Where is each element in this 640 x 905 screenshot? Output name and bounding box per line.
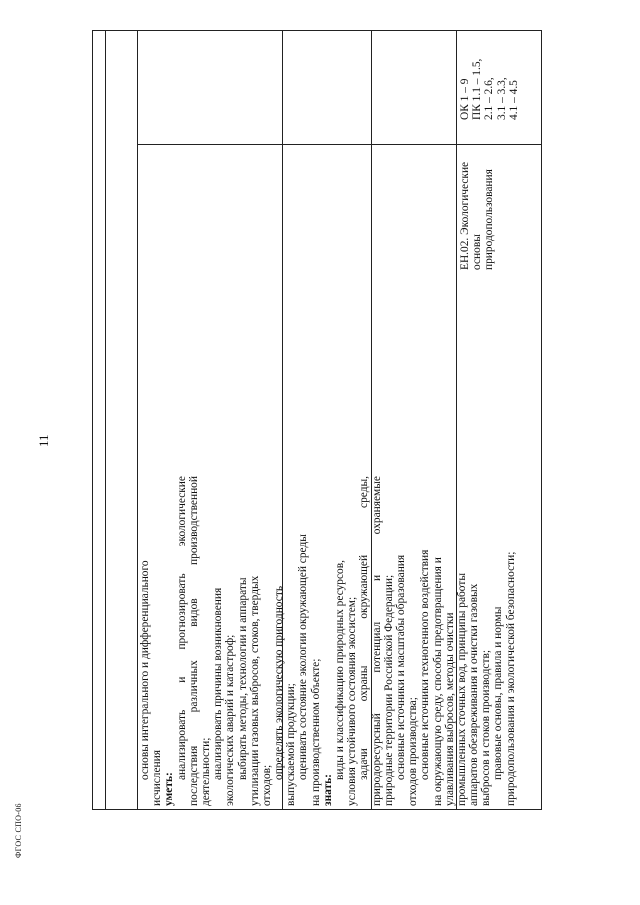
table-border-right (92, 30, 542, 31)
content-line: выбирать методы, технологии и аппараты (236, 577, 249, 780)
competences-cell (459, 35, 520, 120)
page-number: 11 (36, 434, 51, 447)
skills-knowledge-cell (139, 476, 517, 806)
content-word: природоресурсный (370, 713, 383, 806)
competence-line: 2.1 – 2.6, (483, 77, 496, 120)
content-line (188, 476, 200, 806)
content-line (371, 476, 383, 806)
footer-mark: ФГОС СПО-06 (14, 803, 23, 858)
content-line (176, 476, 188, 806)
content-line: определять экологическую пригодность (273, 585, 286, 780)
content-line: на производственном объекте; (309, 658, 322, 806)
content-line: улавливания выбросов, методы очистки (443, 612, 456, 806)
content-word: различных (187, 660, 200, 713)
content-line: основные источники и масштабы образования (394, 554, 407, 780)
discipline-line: ЕН.02. Экологические (459, 161, 471, 270)
content-word: видов (187, 598, 200, 627)
content-line: оценивать состояние экологии окружающей среды (297, 534, 310, 780)
content-line: правовые основы, правила и нормы (492, 606, 505, 780)
content-word: и (175, 676, 188, 683)
content-line: отходов; (260, 764, 273, 806)
content-line: экологических аварий и катастроф; (224, 634, 237, 806)
content-line: исчисления (151, 750, 164, 806)
content-line: отходов производства; (407, 697, 420, 806)
discipline-line: основы (471, 234, 484, 270)
content-line: промышленных сточных вод, принципы работы (455, 573, 468, 806)
content-line: природные территории Российской Федерации; (382, 574, 395, 806)
content-word: задачи (358, 748, 371, 780)
content-line: утилизации газовых выбросов, стоков, твердых (248, 575, 261, 806)
content-word: и (370, 574, 383, 582)
discipline-cell (459, 150, 496, 270)
competency-table (92, 30, 542, 810)
content-word: охраняемые (370, 476, 383, 535)
content-line: уметь: (163, 772, 176, 806)
competence-line: 4.1 – 4.5 (507, 80, 520, 120)
discipline-line: природопользования (483, 169, 496, 270)
table-border-top (92, 30, 93, 810)
content-line: выбросов и стоков производств; (480, 650, 493, 806)
content-line: деятельности; (199, 737, 212, 806)
content-line: аппаратов обезвреживания и очистки газовых (468, 583, 481, 806)
content-word: производственной (187, 476, 200, 565)
content-word: экологические (175, 476, 188, 547)
content-line: основы интегрального и дифференциального (139, 560, 151, 780)
content-word: охраны (358, 665, 371, 702)
content-line: виды и классификацию природных ресурсов, (334, 560, 346, 780)
competence-line: 3.1 – 3.3, (495, 77, 508, 120)
content-word: потенциал (370, 621, 383, 673)
table-border-left (92, 809, 542, 810)
content-line: основные источники техногенного воздействия (419, 549, 432, 780)
content-word: анализировать (175, 709, 188, 780)
competence-line: ОК 1 – 9 (459, 78, 471, 120)
content-line: знать: (321, 774, 334, 806)
competence-line: ПК 1.1 – 1.5, (471, 58, 484, 120)
table-border-bottom (541, 30, 542, 810)
content-word: прогнозировать (175, 573, 188, 650)
col-divider-2 (137, 30, 138, 810)
content-line: на окружающую среду, способы предотвращения и (431, 557, 444, 806)
content-line (358, 476, 370, 806)
content-line: выпускаемой продукции; (285, 683, 298, 806)
content-line: природопользования и экологической безопасности; (504, 551, 517, 806)
content-line: условия устойчивого состояния экосистем; (346, 596, 359, 806)
row-divider (137, 144, 542, 145)
content-line: анализировать причины возникновения (212, 587, 225, 780)
content-word: последствия (187, 745, 200, 806)
col-divider-1 (105, 30, 106, 810)
content-word: среды, (358, 476, 371, 508)
content-word: окружающей (358, 554, 371, 619)
